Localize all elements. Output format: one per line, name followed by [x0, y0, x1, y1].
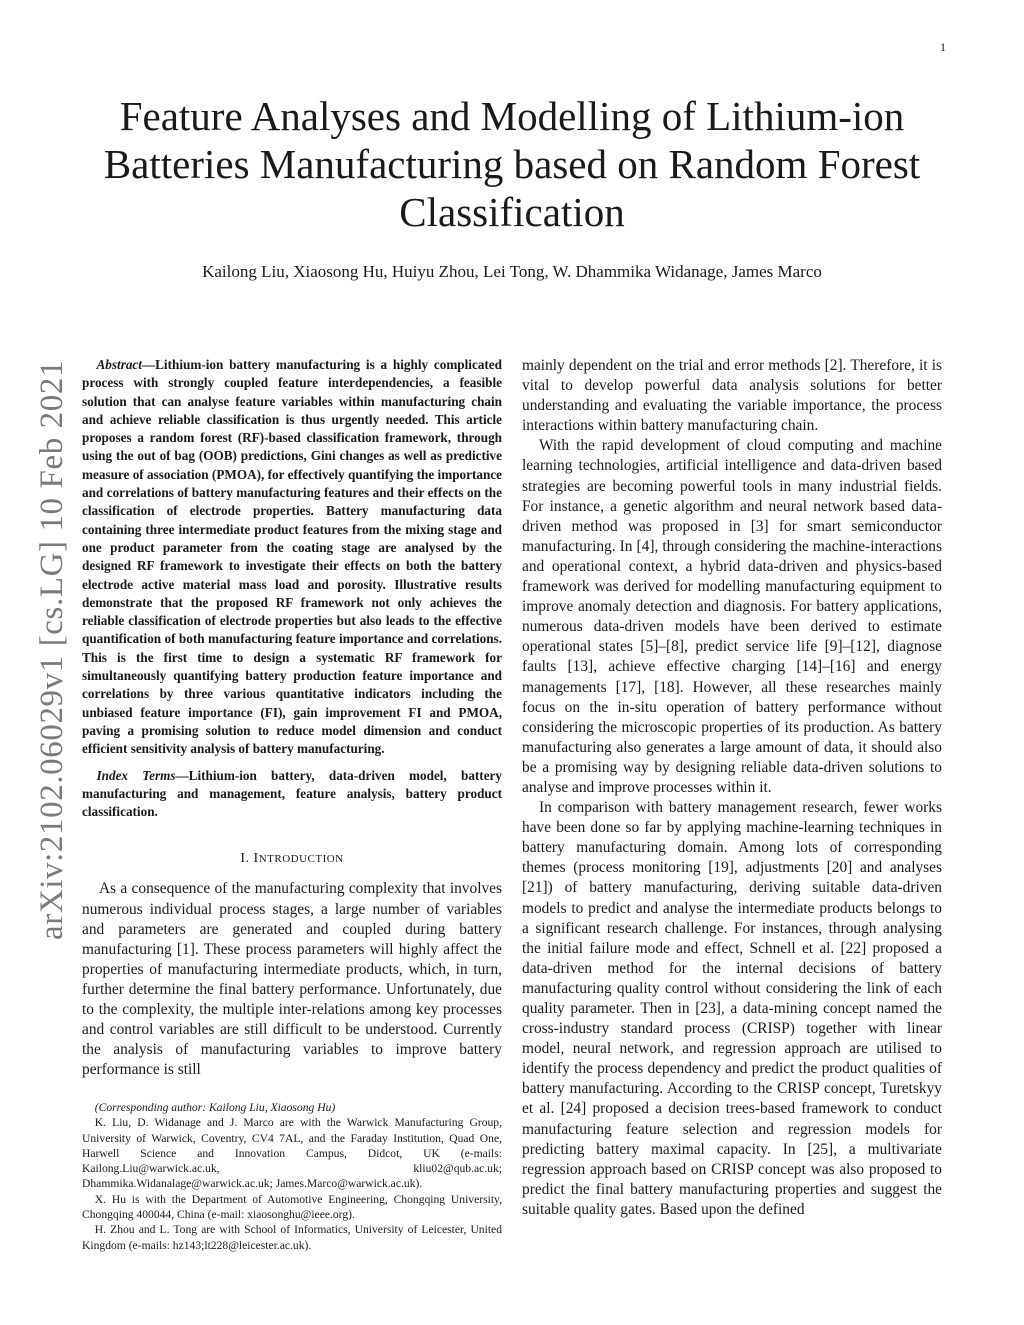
arxiv-stamp: arXiv:2102.06029v1 [cs.LG] 10 Feb 2021	[34, 359, 70, 940]
body-paragraph-1: mainly dependent on the trial and error methods [2]. Therefore, it is vital to develop powerful data analysis solutions for better understanding and evaluating the variable importance, the process interactions within battery manufacturing chain.	[522, 357, 942, 435]
body-paragraph-3: In comparison with battery management research, fewer works have been done so far by applying machine-learning techniques in battery manufacturing domain. Among lots of corresponding themes (process monitoring [19], adjustments [20] and analyses [21]) of battery manufacturing, deriving suitable data-driven models to predict and analyse the intermediate products belongs to a significant research challenge. For instances, through analysing the initial failure mode and effect, Schnell et al. [22] proposed a data-driven method for the internal decisions of battery manufacturing quality control without considering the link of each quality parameter. Then in [23], a data-mining concept named the cross-industry standard process (CRISP) together with linear model, neural network, and regression approach are utilised to identify the process dependency and predict the product qualities of battery manufacturing. According to the CRISP concept, Turetskyy et al. [24] proposed a decision trees-based framework to conduct manufacturing feature selection and regression models for predicting battery maximal capacity. In [25], a multivariate regression approach based on CRISP concept was also proposed to predict the final battery manufacturing properties and suggest the suitable quality gates. Based upon the defined	[522, 799, 942, 1218]
index-terms-label: Index Terms	[96, 767, 176, 783]
section-rest: NTRODUCTION	[258, 853, 344, 866]
footnote-corresponding: (Corresponding author: Kailong Liu, Xiaosong Hu)	[94, 1101, 336, 1114]
footnote-affiliation-1: K. Liu, D. Widanage and J. Marco are with the Warwick Manufacturing Group, University of Warwick, Coventry, CV4 7AL, and the Faraday Institution, Quad One, Harwell Science and Innovation Campus, Didcot, UK (e-mails: Kailong.Liu@warwick.ac.uk, kliu02@qub.ac.uk; Dhammika.Widanalage@warwick.ac.uk; James.Marco@warwick.ac.uk).	[82, 1116, 502, 1191]
index-terms-text: —Lithium-ion battery, data-driven model, battery manufacturing and management, feature analysis, battery product classification.	[82, 767, 502, 820]
footnote-affiliation-2: X. Hu is with the Department of Automotive Engineering, Chongqing University, Chongqing 400044, China (e-mail: xiaosonghu@ieee.org).	[82, 1192, 502, 1222]
body-paragraph-2: With the rapid development of cloud computing and machine learning technologies, artificial intelligence and data-driven based strategies are becoming powerful tools in many industrial fields. For instance, a genetic algorithm and neural network based data-driven method was proposed in [3] for smart semiconductor manufacturing. In [4], through considering the machine-interactions and operational context, a hybrid data-driven and physics-based framework was derived for modelling manufacturing equipment to improve anomaly detection and diagnosis. For battery applications, numerous data-driven models have been derived to estimate operational states [5]–[8], predict service life [9]–[12], diagnose faults [13], achieve effective charging [14]–[16] and energy managements [17], [18]. However, all these researches mainly focus on the in-situ operation of battery performance without considering the microscopic properties of its production. As battery manufacturing also generates a large amount of data, it should also be a promising way by designing reliable data-driven solutions to analyse and improve processes within it.	[522, 437, 942, 796]
section-initial: I	[253, 851, 259, 867]
right-column	[522, 356, 942, 1220]
page-number: 1	[940, 40, 946, 54]
footnote-affiliation-3: H. Zhou and L. Tong are with School of Informatics, University of Leicester, United Kingdom (e-mails: hz143;lt228@leicester.ac.uk).	[82, 1223, 502, 1252]
section-heading-introduction	[82, 851, 502, 867]
abstract	[82, 356, 502, 759]
index-terms	[82, 767, 502, 822]
abstract-text: —Lithium-ion battery manufacturing is a highly complicated process with strongly coupled feature interdependencies, a feasible solution that can analyse feature variables within manufacturing chain and achieve reliable classification is thus urgently needed. This article proposes a random forest (RF)-based classification framework, through using the out of bag (OOB) predictions, Gini changes as well as predictive measure of association (PMOA), for effectively quantifying the importance and correlations of battery manufacturing features and their effects on the classification of electrode properties. Battery manufacturing data containing three intermediate product features from the mixing stage and one product parameter from the coating stage are analysed by the designed RF framework to investigate their effects on both the battery electrode active material mass load and porosity. Illustrative results demonstrate that the proposed RF framework not only achieves the reliable classification of electrode properties but also leads to the effective quantification of both manufacturing feature importance and correlations. This is the first time to design a systematic RF framework for simultaneously quantifying battery production feature importance and correlations by three various quantitative indicators including the unbiased feature importance (FI), gain improvement FI and PMOA, paving a promising solution to reduce model dimension and conduct efficient sensitivity analysis of battery manufacturing.	[82, 357, 502, 757]
author-list: Kailong Liu, Xiaosong Hu, Huiyu Zhou, Lei Tong, W. Dhammika Widanage, James Marco	[202, 262, 822, 281]
left-column	[82, 356, 502, 1080]
abstract-label: Abstract	[96, 357, 142, 372]
intro-paragraph-1: As a consequence of the manufacturing complexity that involves numerous individual process stages, a large number of variables and parameters are generated and coupled during battery manufacturing [1]. These process parameters will highly affect the properties of manufacturing intermediate products, which, in turn, further determine the final battery performance. Unfortunately, due to the complexity, the multiple inter-relations among key processes and control variables are still difficult to be understood. Currently the analysis of manufacturing variables to improve battery performance is still	[82, 880, 502, 1079]
section-number: I.	[240, 851, 254, 867]
paper-title: Feature Analyses and Modelling of Lithium-ion Batteries Manufacturing based on Random Forest Classification	[103, 93, 921, 235]
footnotes	[82, 1100, 502, 1253]
